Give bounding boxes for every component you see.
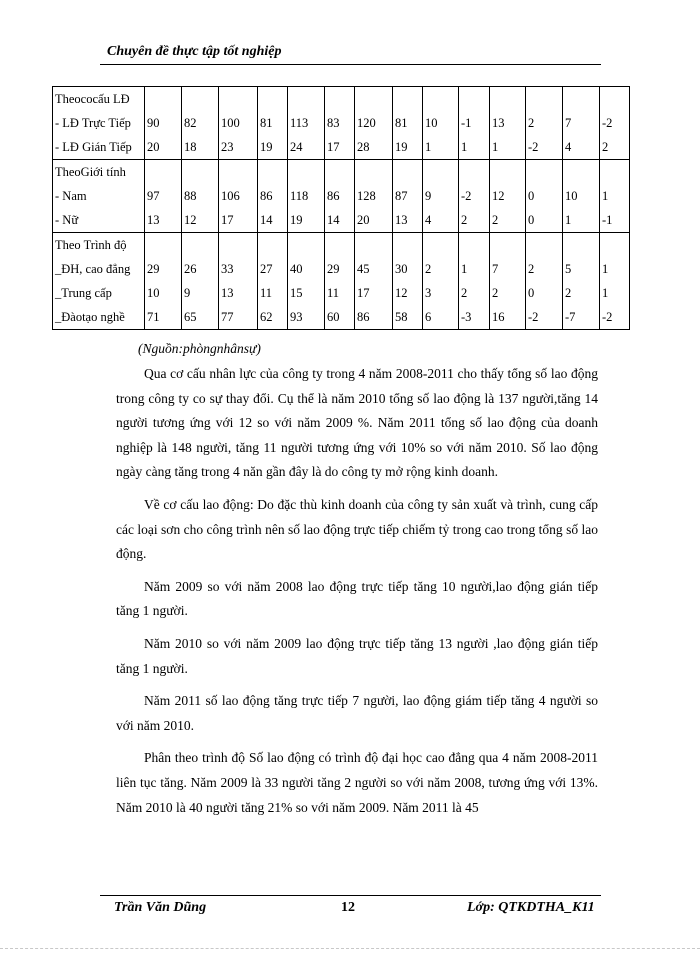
- table-cell: 27: [258, 257, 288, 281]
- table-cell: [355, 160, 393, 185]
- table-cell: 2: [526, 257, 563, 281]
- table-cell: 12: [490, 184, 526, 208]
- table-cell: 10: [423, 111, 459, 135]
- table-cell: 14: [325, 208, 355, 233]
- table-cell: 29: [325, 257, 355, 281]
- table-cell: 71: [145, 305, 182, 330]
- table-cell: [355, 87, 393, 112]
- table-cell: [600, 233, 630, 258]
- table-cell: [563, 87, 600, 112]
- table-cell: 30: [393, 257, 423, 281]
- table-cell: 88: [182, 184, 219, 208]
- table-cell: 58: [393, 305, 423, 330]
- table-cell: [393, 160, 423, 185]
- table-cell: 1: [490, 135, 526, 160]
- table-cell: 29: [145, 257, 182, 281]
- table-cell: 33: [219, 257, 258, 281]
- table-cell: 90: [145, 111, 182, 135]
- table-cell: [526, 160, 563, 185]
- table-cell: 20: [355, 208, 393, 233]
- table-cell: -2: [600, 305, 630, 330]
- table-cell: 0: [526, 184, 563, 208]
- row-label: TheoGiới tính: [53, 160, 145, 185]
- table-row: [53, 257, 630, 281]
- table-cell: [182, 160, 219, 185]
- row-label: - Nam: [53, 184, 145, 208]
- table-cell: [423, 87, 459, 112]
- table-cell: 14: [258, 208, 288, 233]
- table-cell: [145, 160, 182, 185]
- table-cell: 83: [325, 111, 355, 135]
- table-cell: 1: [423, 135, 459, 160]
- table-cell: [182, 87, 219, 112]
- table-cell: 7: [490, 257, 526, 281]
- table-cell: 13: [219, 281, 258, 305]
- table-row: [53, 208, 630, 233]
- table-cell: 93: [288, 305, 325, 330]
- table-cell: 86: [258, 184, 288, 208]
- table-cell: [258, 233, 288, 258]
- table-cell: 62: [258, 305, 288, 330]
- footer-divider: [100, 895, 601, 896]
- table-cell: 19: [393, 135, 423, 160]
- table-cell: 86: [355, 305, 393, 330]
- table-row: [53, 160, 630, 185]
- table-cell: 10: [563, 184, 600, 208]
- table-cell: -2: [459, 184, 490, 208]
- table-cell: [145, 87, 182, 112]
- table-cell: 16: [490, 305, 526, 330]
- table-cell: [219, 87, 258, 112]
- row-label: - LĐ Trực Tiếp: [53, 111, 145, 135]
- table-cell: [219, 160, 258, 185]
- table-cell: -2: [526, 305, 563, 330]
- table-cell: [288, 160, 325, 185]
- table-row: [53, 111, 630, 135]
- table-cell: [490, 87, 526, 112]
- table-cell: [526, 233, 563, 258]
- table-cell: 2: [563, 281, 600, 305]
- table-cell: 1: [600, 257, 630, 281]
- table-cell: 13: [490, 111, 526, 135]
- table-cell: 86: [325, 184, 355, 208]
- paragraph: Năm 2009 so với năm 2008 lao động trực tiếp tăng 10 người,lao động gián tiếp tăng 1 người.: [116, 578, 598, 619]
- table-cell: 77: [219, 305, 258, 330]
- table-cell: 1: [600, 281, 630, 305]
- table-cell: 18: [182, 135, 219, 160]
- table-cell: 106: [219, 184, 258, 208]
- table-cell: [600, 87, 630, 112]
- footer-author: Trần Văn Dũng: [114, 900, 207, 915]
- table-row: [53, 184, 630, 208]
- row-label: - LĐ Gián Tiếp: [53, 135, 145, 160]
- table-cell: 13: [145, 208, 182, 233]
- table-cell: 4: [563, 135, 600, 160]
- table-cell: 2: [600, 135, 630, 160]
- table-cell: 13: [393, 208, 423, 233]
- body-text: [116, 362, 598, 828]
- table-cell: [325, 87, 355, 112]
- table-cell: 2: [490, 208, 526, 233]
- row-label: _ĐH, cao đẳng: [53, 257, 145, 281]
- table-cell: [288, 87, 325, 112]
- row-label: _Trung cấp: [53, 281, 145, 305]
- table-cell: 12: [393, 281, 423, 305]
- table-cell: 97: [145, 184, 182, 208]
- page-number: 12: [341, 900, 355, 915]
- table-cell: [563, 160, 600, 185]
- paragraph: Năm 2010 so với năm 2009 lao động trực tiếp tăng 13 người ,lao động gián tiếp tăng 1 người.: [116, 635, 598, 676]
- table-cell: 0: [526, 281, 563, 305]
- row-label: - Nữ: [53, 208, 145, 233]
- table-cell: 60: [325, 305, 355, 330]
- table-cell: -2: [526, 135, 563, 160]
- table-cell: 10: [145, 281, 182, 305]
- table-cell: [393, 233, 423, 258]
- table-cell: 1: [459, 135, 490, 160]
- table-cell: 120: [355, 111, 393, 135]
- table-cell: 2: [423, 257, 459, 281]
- table-cell: 2: [459, 281, 490, 305]
- paragraph: Năm 2011 số lao động tăng trực tiếp 7 người, lao động giám tiếp tăng 4 người so với năm 2010.: [116, 693, 598, 733]
- table-cell: 0: [526, 208, 563, 233]
- table-cell: 82: [182, 111, 219, 135]
- table-cell: 11: [258, 281, 288, 305]
- table-cell: 2: [526, 111, 563, 135]
- table-cell: 65: [182, 305, 219, 330]
- page-break-line: [0, 948, 700, 949]
- table-cell: 1: [600, 184, 630, 208]
- table-row: [53, 281, 630, 305]
- table-cell: 81: [258, 111, 288, 135]
- row-label: _Đàotạo nghề: [53, 305, 145, 330]
- table-cell: 20: [145, 135, 182, 160]
- paragraph: Phân theo trình độ Số lao động có trình độ đại học cao đẳng qua 4 năm 2008-2011 liên tục tăng. Năm 2009 là 33 người tăng 2 người so với năm 2008, tương ứng với 13%. Năm 2010 là 40 người tăng 21% so với năm 2009. Năm 2011 là 45: [116, 750, 598, 815]
- table-cell: 1: [459, 257, 490, 281]
- table-cell: [288, 233, 325, 258]
- table-cell: -3: [459, 305, 490, 330]
- table-cell: [258, 160, 288, 185]
- table-row: [53, 87, 630, 112]
- table-cell: 4: [423, 208, 459, 233]
- table-source-note: (Nguồn:phòngnhânsự): [138, 341, 261, 356]
- table-cell: 19: [288, 208, 325, 233]
- table-cell: [490, 233, 526, 258]
- table-cell: 19: [258, 135, 288, 160]
- table-cell: [459, 87, 490, 112]
- table-cell: 17: [219, 208, 258, 233]
- table-cell: [219, 233, 258, 258]
- table-cell: 23: [219, 135, 258, 160]
- footer-class: Lớp: QTKDTHA_K11: [467, 900, 595, 915]
- table-cell: [258, 87, 288, 112]
- table-row: [53, 233, 630, 258]
- row-label: Theococấu LĐ: [53, 87, 145, 112]
- table-cell: [145, 233, 182, 258]
- header-divider: [100, 64, 601, 65]
- table-cell: 3: [423, 281, 459, 305]
- table-cell: 9: [423, 184, 459, 208]
- paragraph: Qua cơ cấu nhân lực của công ty trong 4 năm 2008-2011 cho thấy tổng số lao động trong công ty co sự thay đổi. Cụ thể là năm 2010 tổng số lao động là 137 người,tăng 14 người tương ứng với 12 so với năm 2009 %. Năm 2011 tổng số lao động của doanh nghiệp là 148 người, tăng 11 người tương ứng với 10% so với năm 2010. Số lao động ngày càng tăng trong 4 năn gần đây là do công ty mở rộng kinh doanh.: [116, 366, 598, 480]
- table-cell: 87: [393, 184, 423, 208]
- table-cell: 7: [563, 111, 600, 135]
- table-cell: 5: [563, 257, 600, 281]
- table-cell: [423, 160, 459, 185]
- table-cell: [423, 233, 459, 258]
- table-cell: 113: [288, 111, 325, 135]
- row-label: Theo Trình độ: [53, 233, 145, 258]
- table-cell: 118: [288, 184, 325, 208]
- table-cell: [325, 233, 355, 258]
- table-cell: 12: [182, 208, 219, 233]
- table-cell: [459, 160, 490, 185]
- page-header-title: Chuyên đề thực tập tốt nghiệp: [107, 44, 282, 59]
- table-cell: 6: [423, 305, 459, 330]
- table-cell: [490, 160, 526, 185]
- table-cell: 1: [563, 208, 600, 233]
- table-cell: [325, 160, 355, 185]
- table-cell: [526, 87, 563, 112]
- paragraph: Về cơ cấu lao động: Do đặc thù kinh doanh của công ty sản xuất và trình, cung cấp các loại sơn cho công trình nên số lao động trực tiếp chiếm tỷ trong cao trong tổng số lao động.: [116, 496, 598, 562]
- table-cell: 81: [393, 111, 423, 135]
- table-cell: [182, 233, 219, 258]
- table-cell: 15: [288, 281, 325, 305]
- table-cell: [459, 233, 490, 258]
- table-cell: 17: [355, 281, 393, 305]
- labor-structure-table: [52, 86, 630, 330]
- table-cell: [563, 233, 600, 258]
- table-cell: 40: [288, 257, 325, 281]
- table-cell: [600, 160, 630, 185]
- table-cell: [393, 87, 423, 112]
- table-cell: -1: [459, 111, 490, 135]
- table-cell: 2: [490, 281, 526, 305]
- table-cell: [355, 233, 393, 258]
- table-cell: -2: [600, 111, 630, 135]
- table-cell: -1: [600, 208, 630, 233]
- table-cell: 100: [219, 111, 258, 135]
- table-cell: -7: [563, 305, 600, 330]
- table-cell: 45: [355, 257, 393, 281]
- table-cell: 2: [459, 208, 490, 233]
- table-cell: 24: [288, 135, 325, 160]
- table-cell: 28: [355, 135, 393, 160]
- table-cell: 11: [325, 281, 355, 305]
- table-row: [53, 135, 630, 160]
- table-row: [53, 305, 630, 330]
- table-cell: 128: [355, 184, 393, 208]
- table-cell: 9: [182, 281, 219, 305]
- table-cell: 17: [325, 135, 355, 160]
- table-cell: 26: [182, 257, 219, 281]
